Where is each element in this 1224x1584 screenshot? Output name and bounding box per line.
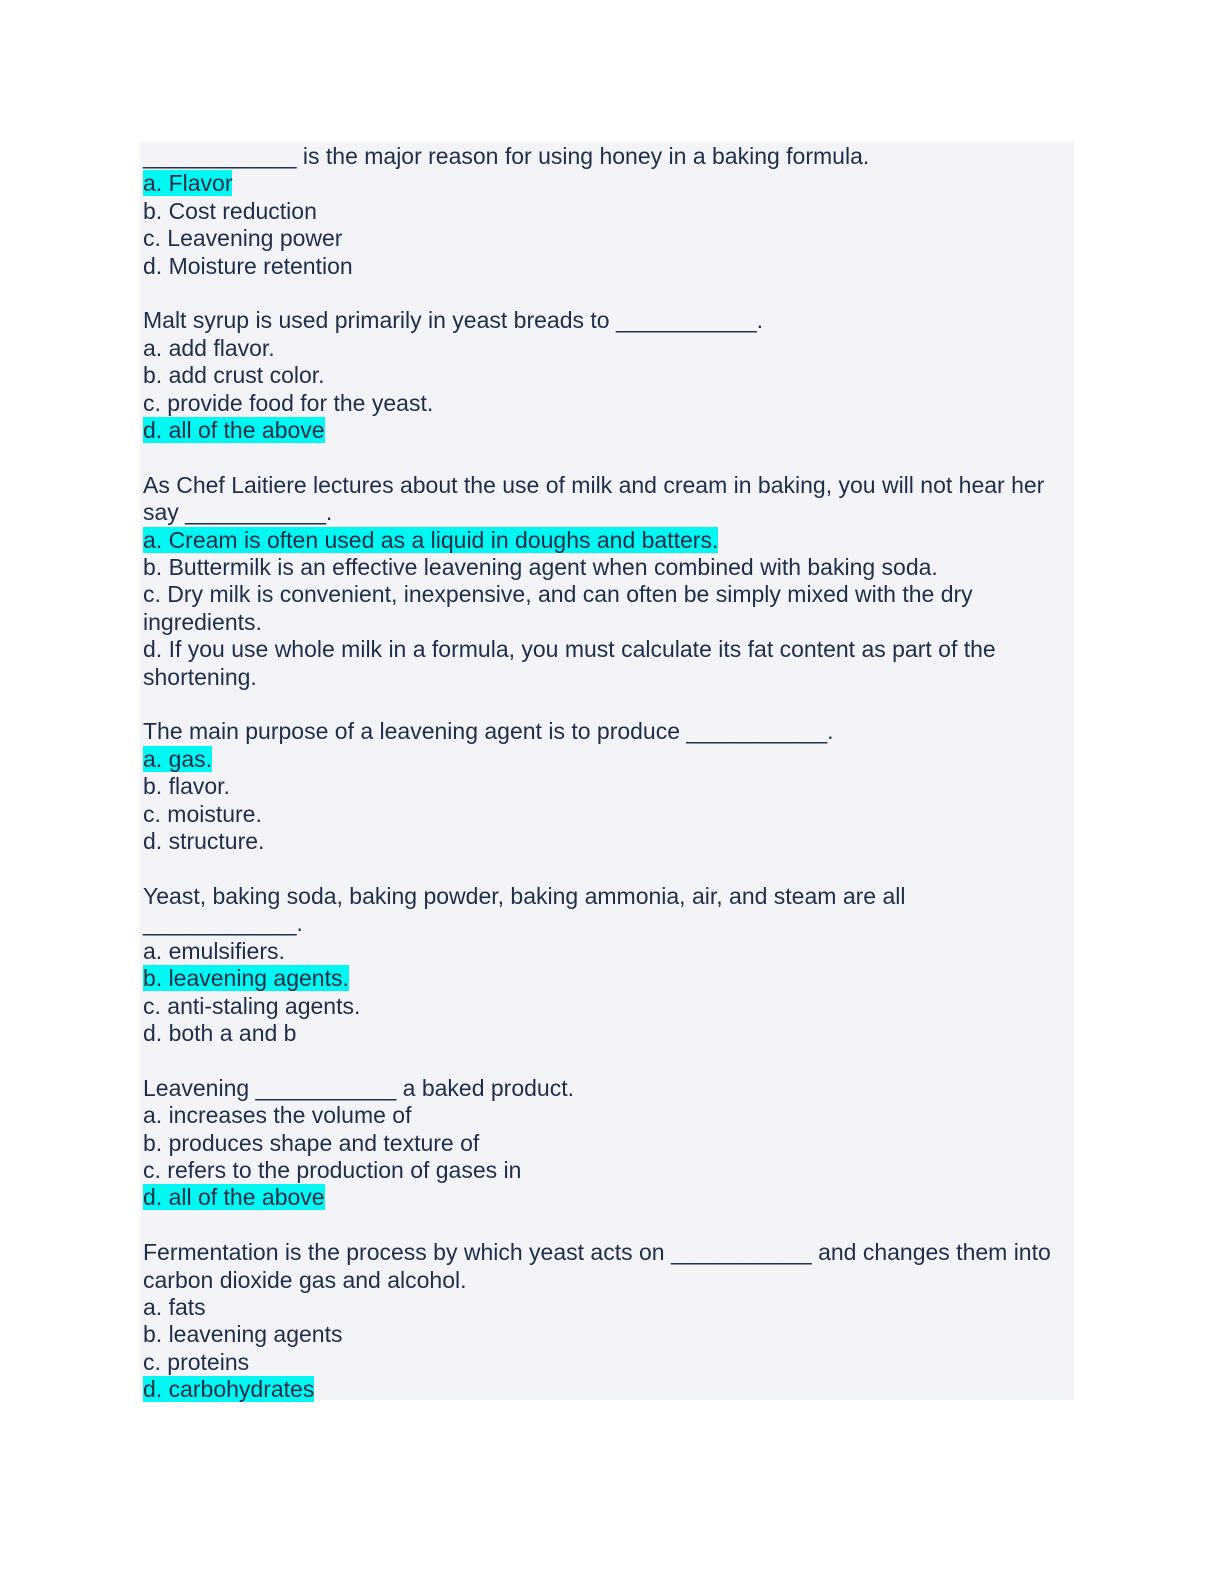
answer-option: c. anti-staling agents. [143,992,361,1019]
question-7 [143,1239,1071,1403]
answer-option [143,1184,1071,1211]
question-prompt: Fermentation is the process by which yeast acts on ___________ and changes them into carbon dioxide gas and alcohol. [143,1239,1051,1293]
highlighted-answer: a. Cream is often used as a liquid in doughs and batters. [143,526,719,553]
answer-option: b. Buttermilk is an effective leavening agent when combined with baking soda. [143,554,938,581]
question-prompt: Malt syrup is used primarily in yeast breads to ___________. [143,307,764,334]
answer-option: d. structure. [143,828,265,855]
question-4 [143,718,1071,855]
highlighted-answer: a. gas. [143,745,213,772]
answer-option [143,170,1071,197]
answer-option: d. both a and b [143,1019,297,1046]
answer-option [143,417,1071,444]
answer-option: b. flavor. [143,773,230,800]
highlighted-answer: d. carbohydrates [143,1376,315,1403]
answer-option: c. refers to the production of gases in [143,1156,522,1183]
answer-option [143,965,1071,992]
answer-option: b. leavening agents [143,1321,343,1348]
answer-option: a. fats [143,1293,206,1320]
answer-option [143,527,1071,554]
answer-option: c. proteins [143,1348,250,1375]
answer-option [143,746,1071,773]
highlighted-answer: a. Flavor [143,170,233,197]
highlighted-answer: b. leavening agents. [143,965,349,992]
answer-option: c. Dry milk is convenient, inexpensive, and can often be simply mixed with the dry ingredients. [143,581,973,635]
highlighted-answer: d. all of the above [143,417,325,444]
question-prompt: The main purpose of a leavening agent is to produce ___________. [143,718,834,745]
answer-option: d. Moisture retention [143,252,353,279]
question-3 [143,472,1071,691]
highlighted-answer: d. all of the above [143,1184,325,1211]
question-5 [143,883,1071,1047]
question-1 [143,143,1071,280]
answer-option: a. emulsifiers. [143,937,285,964]
answer-option: a. add flavor. [143,334,275,361]
quiz-text-block [140,142,1074,1403]
answer-option: c. moisture. [143,800,262,827]
question-prompt: As Chef Laitiere lectures about the use of milk and cream in baking, you will not hear her say ___________. [143,471,1045,526]
answer-option: a. increases the volume of [143,1102,412,1129]
answer-option [143,1376,1071,1403]
answer-option: b. produces shape and texture of [143,1129,480,1156]
answer-option: d. If you use whole milk in a formula, you must calculate its fat content as part of the shortening. [143,636,996,690]
question-2 [143,307,1071,444]
question-prompt: Yeast, baking soda, baking powder, baking ammonia, air, and steam are all ____________. [143,882,906,937]
answer-option: c. provide food for the yeast. [143,389,434,416]
answer-option: c. Leavening power [143,225,343,252]
answer-option: b. add crust color. [143,362,325,389]
question-6 [143,1075,1071,1212]
question-prompt: ____________ is the major reason for using honey in a baking formula. [143,143,870,169]
answer-option: b. Cost reduction [143,197,317,224]
question-prompt: Leavening ___________ a baked product. [143,1074,574,1101]
